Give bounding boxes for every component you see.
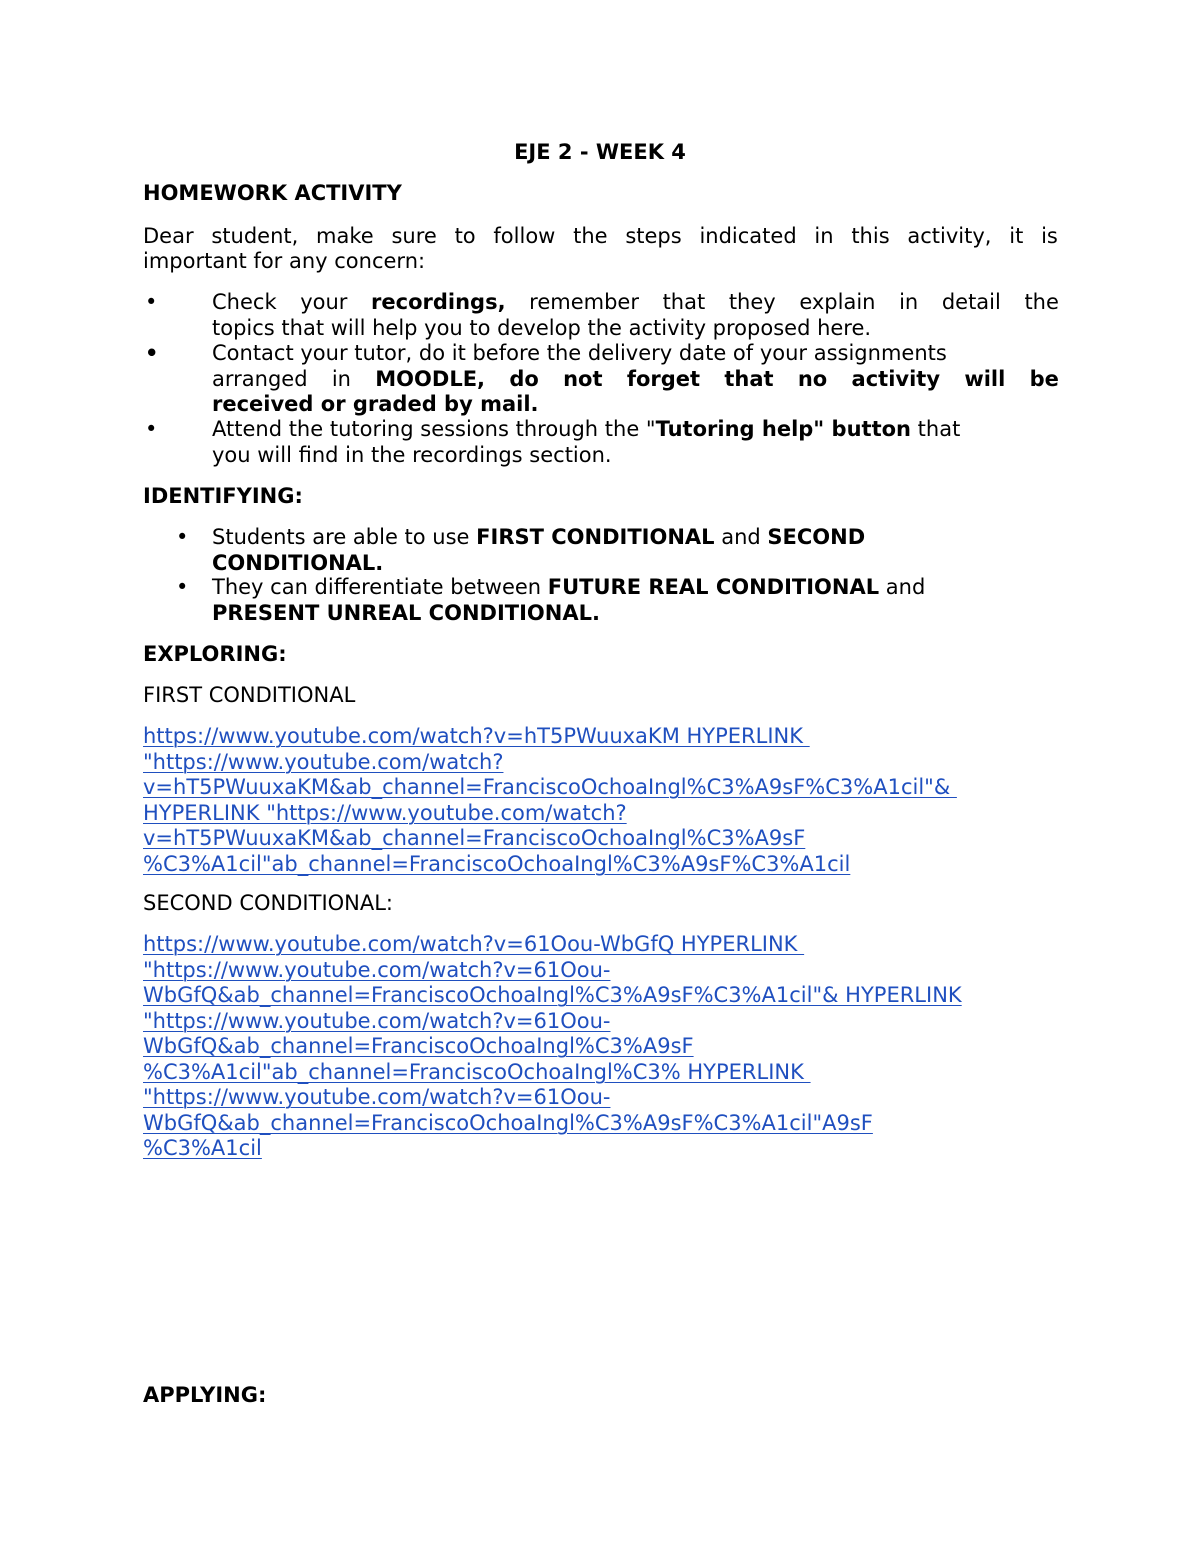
first-conditional-emphasis: FIRST CONDITIONAL — [476, 525, 715, 549]
word: be — [1029, 366, 1059, 391]
exploring-heading: EXPLORING: — [143, 642, 287, 666]
hyperlink-line[interactable]: WbGfQ&ab_channel=FranciscoOchoaIngl%C3%A9sF%C3%A1cil"& HYPERLINK — [143, 983, 962, 1007]
contact-tutor-line-1: Contact your tutor, do it before the delivery date of your assignments — [212, 341, 947, 365]
hyperlink-row — [143, 852, 957, 878]
text: They can differentiate between — [212, 575, 548, 599]
tutoring-line-1 — [212, 417, 1059, 443]
word: not — [563, 366, 603, 391]
text: Students are able to use — [212, 525, 477, 549]
word: that — [724, 366, 774, 391]
recordings-bullet-line-1 — [212, 290, 1059, 316]
word: to — [454, 224, 476, 248]
document-title: EJE 2 - WEEK 4 — [514, 140, 686, 164]
identifying-item-2-line-2: PRESENT UNREAL CONDITIONAL. — [212, 600, 600, 625]
future-real-emphasis: FUTURE REAL CONDITIONAL — [547, 575, 880, 599]
word: detail — [941, 290, 1001, 314]
hyperlink-row — [143, 775, 957, 801]
word: no — [797, 366, 828, 391]
hyperlink-row — [143, 1085, 962, 1111]
recordings-emphasis: recordings, — [371, 290, 506, 314]
identifying-heading: IDENTIFYING: — [143, 484, 303, 508]
word: it — [1009, 224, 1024, 248]
hyperlink-row — [143, 1111, 962, 1137]
word: in — [814, 224, 834, 248]
hyperlink-line[interactable]: "https://www.youtube.com/watch?v=61Oou- — [143, 1008, 611, 1033]
bullet-mark: • — [145, 341, 159, 365]
identifying-item-2 — [212, 575, 1059, 626]
text: and — [714, 525, 768, 549]
hyperlink-line[interactable]: WbGfQ&ab_channel=FranciscoOchoaIngl%C3%A9sF — [143, 1034, 694, 1058]
hyperlink-line[interactable]: v=hT5PWuuxaKM&ab_channel=FranciscoOchoaIngl%C3%A9sF%C3%A1cil"& — [143, 775, 957, 799]
hyperlink-row — [143, 801, 957, 827]
tutoring-bullet — [212, 417, 1059, 468]
word: steps — [625, 224, 682, 248]
hyperlink-row — [143, 1136, 962, 1162]
contact-tutor-line-3: received or graded by mail. — [212, 392, 539, 416]
homework-heading: HOMEWORK ACTIVITY — [143, 181, 402, 205]
hyperlink-line[interactable]: %C3%A1cil"ab_channel=FranciscoOchoaIngl%C3% HYPERLINK — [143, 1059, 811, 1084]
word: remember — [529, 290, 639, 314]
applying-heading: APPLYING: — [143, 1383, 267, 1407]
recordings-bullet — [212, 290, 1059, 341]
hyperlink-line[interactable]: %C3%A1cil — [143, 1136, 262, 1160]
identifying-item-1 — [212, 525, 1059, 576]
word: arranged — [212, 366, 308, 391]
hyperlink-line[interactable]: "https://www.youtube.com/watch? — [143, 749, 504, 774]
word: MOODLE, — [375, 366, 486, 391]
hyperlink-line[interactable]: WbGfQ&ab_channel=FranciscoOchoaIngl%C3%A9sF%C3%A1cil"A9sF — [143, 1110, 873, 1135]
word: in — [331, 366, 351, 391]
intro-line-2: important for any concern: — [143, 249, 426, 273]
hyperlink-row — [143, 724, 957, 750]
recordings-bullet-line-2: topics that will help you to develop the activity proposed here. — [212, 315, 872, 340]
hyperlink-row — [143, 826, 957, 852]
hyperlink-line[interactable]: https://www.youtube.com/watch?v=hT5PWuuxaKM HYPERLINK — [143, 724, 810, 748]
word: forget — [626, 366, 701, 391]
word: Check — [212, 290, 277, 314]
hyperlink-row — [143, 932, 962, 958]
contact-tutor-line-2 — [212, 367, 1059, 393]
hyperlink-row — [143, 1034, 962, 1060]
word: make — [316, 224, 374, 248]
bullet-mark: • — [176, 575, 189, 599]
word: is — [1041, 224, 1058, 248]
tutoring-help-button-text: Tutoring help" button — [655, 417, 911, 441]
word: activity — [851, 366, 941, 391]
word: sure — [391, 224, 437, 248]
hyperlink-line[interactable]: "https://www.youtube.com/watch?v=61Oou- — [143, 1085, 611, 1109]
hyperlink-line[interactable]: %C3%A1cil"ab_channel=FranciscoOchoaIngl%C3%A9sF%C3%A1cil — [143, 851, 851, 876]
first-conditional-label: FIRST CONDITIONAL — [143, 683, 356, 707]
hyperlink-row — [143, 750, 957, 776]
bullet-mark: • — [145, 290, 158, 314]
word: that — [662, 290, 706, 314]
bullet-mark: • — [145, 417, 158, 441]
tutoring-line-2: you will find in the recordings section. — [212, 442, 612, 467]
hyperlink-row — [143, 1009, 962, 1035]
bullet-mark: • — [176, 525, 189, 549]
word: the — [1024, 290, 1059, 314]
tutoring-text-end: that — [911, 417, 961, 441]
first-conditional-link[interactable] — [143, 724, 957, 877]
word: follow — [493, 224, 556, 248]
text: and — [879, 575, 926, 599]
word: the — [573, 224, 608, 248]
hyperlink-line[interactable]: https://www.youtube.com/watch?v=61Oou-WbGfQ HYPERLINK — [143, 932, 805, 956]
word: Dear — [143, 224, 194, 248]
word: this — [851, 224, 890, 248]
word: your — [300, 290, 348, 314]
hyperlink-line[interactable]: HYPERLINK "https://www.youtube.com/watch? — [143, 800, 627, 825]
second-emphasis: SECOND — [767, 525, 866, 549]
second-conditional-label: SECOND CONDITIONAL: — [143, 891, 394, 915]
word: indicated — [699, 224, 797, 248]
word: in — [899, 290, 919, 314]
word: will — [964, 366, 1006, 391]
word: student, — [211, 224, 299, 248]
hyperlink-row — [143, 958, 962, 984]
identifying-item-1-line-2: CONDITIONAL. — [212, 550, 384, 575]
hyperlink-line[interactable]: v=hT5PWuuxaKM&ab_channel=FranciscoOchoaIngl%C3%A9sF — [143, 826, 806, 850]
second-conditional-link[interactable] — [143, 932, 962, 1162]
hyperlink-row — [143, 983, 962, 1009]
contact-tutor-bullet — [212, 341, 1059, 418]
intro-line-1 — [143, 224, 1058, 250]
word: explain — [799, 290, 876, 314]
word: activity, — [907, 224, 992, 248]
word: do — [509, 366, 539, 391]
hyperlink-row — [143, 1060, 962, 1086]
identifying-item-2-line-1 — [212, 575, 1059, 601]
tutoring-text: Attend the tutoring sessions through the " — [212, 417, 656, 441]
word: they — [728, 290, 776, 314]
identifying-item-1-line-1 — [212, 525, 1059, 551]
hyperlink-line[interactable]: "https://www.youtube.com/watch?v=61Oou- — [143, 957, 611, 982]
